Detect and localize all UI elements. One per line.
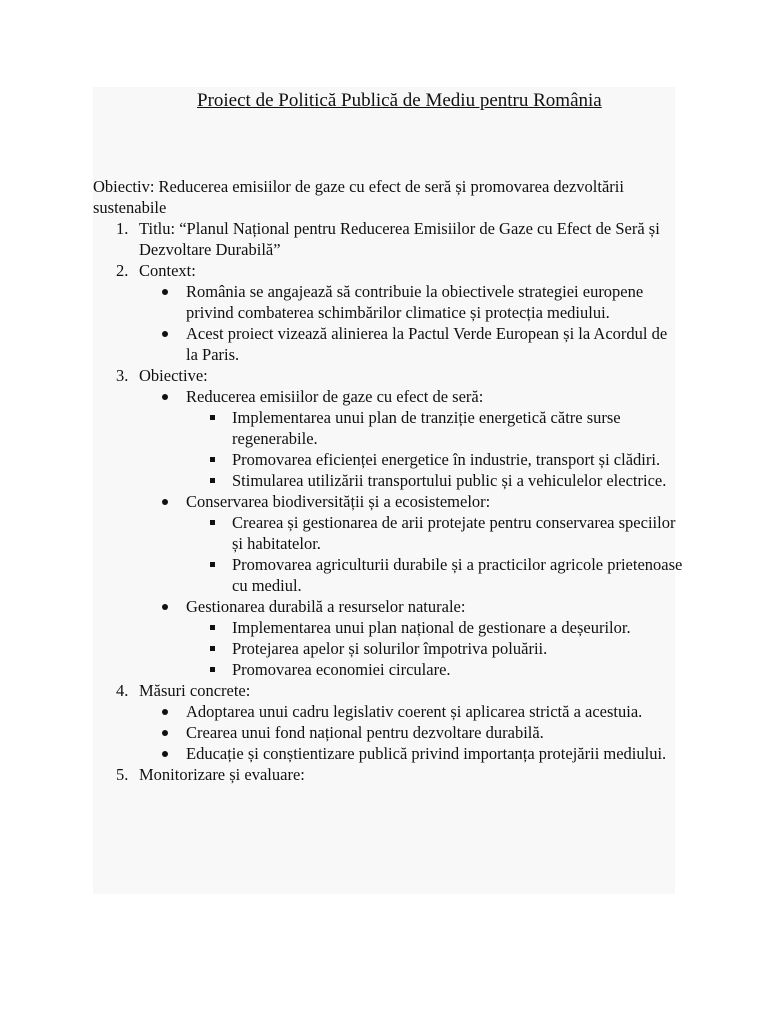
- list-item: [93, 323, 683, 365]
- bullet-icon: [162, 709, 168, 715]
- list-item: [93, 722, 683, 743]
- objective-text: Obiectiv: Reducerea emisiilor de gaze cu efect de seră și promovarea dezvoltării sustenabile: [93, 177, 624, 217]
- square-bullet-icon: [210, 520, 215, 525]
- list-item: [93, 281, 683, 323]
- list-item: [93, 596, 683, 617]
- square-bullet-icon: [210, 562, 215, 567]
- bullet-icon: [162, 394, 168, 400]
- sub-list-item: [93, 449, 683, 470]
- sub-list-item: [93, 659, 683, 680]
- section-1: [93, 218, 683, 260]
- section-heading: Titlu: “Planul Național pentru Reducerea Emisiilor de Gaze cu Efect de Seră și Dezvoltare Durabilă”: [139, 219, 660, 259]
- section-number: 4.: [116, 681, 129, 700]
- sub-list-item: [93, 617, 683, 638]
- bullet-icon: [162, 604, 168, 610]
- bullet-icon: [162, 730, 168, 736]
- list-item-text: Educație și conștientizare publică privind importanța protejării mediului.: [186, 744, 667, 763]
- sub-list-item-text: Implementarea unui plan de tranziție energetică către surse regenerabile.: [232, 408, 621, 448]
- list-item-text: Crearea unui fond național pentru dezvoltare durabilă.: [186, 723, 544, 742]
- section-heading: Obiective:: [139, 366, 208, 385]
- list-item-text: Conservarea biodiversității și a ecosistemelor:: [186, 492, 491, 511]
- sub-list-item: [93, 638, 683, 659]
- bullet-icon: [162, 331, 168, 337]
- sub-list-item: [93, 554, 683, 596]
- list-item-text: Acest proiect vizează alinierea la Pactul Verde European și la Acordul de la Paris.: [186, 324, 668, 364]
- square-bullet-icon: [210, 646, 215, 651]
- section-number: 2.: [116, 261, 129, 280]
- sub-list-item-text: Protejarea apelor și solurilor împotriva poluării.: [232, 639, 548, 658]
- square-bullet-icon: [210, 625, 215, 630]
- list-item-text: Adoptarea unui cadru legislativ coerent și aplicarea strictă a acestuia.: [186, 702, 643, 721]
- sub-list-item-text: Crearea și gestionarea de arii protejate pentru conservarea speciilor și habitatelor.: [232, 513, 676, 553]
- bullet-icon: [162, 751, 168, 757]
- sub-list-item-text: Promovarea eficienței energetice în industrie, transport și clădiri.: [232, 450, 661, 469]
- square-bullet-icon: [210, 457, 215, 462]
- list-item: [93, 386, 683, 407]
- list-item-text: Gestionarea durabilă a resurselor naturale:: [186, 597, 466, 616]
- document-body: [93, 176, 683, 785]
- list-item: [93, 491, 683, 512]
- section-number: 5.: [116, 765, 129, 784]
- sub-list-item: [93, 470, 683, 491]
- list-item-text: Reducerea emisiilor de gaze cu efect de seră:: [186, 387, 484, 406]
- section-3: [93, 365, 683, 386]
- section-number: 1.: [116, 219, 129, 238]
- section-heading: Context:: [139, 261, 196, 280]
- list-item-text: România se angajează să contribuie la obiectivele strategiei europene privind combaterea schimbărilor climatice și protecția mediului.: [186, 282, 644, 322]
- bullet-icon: [162, 499, 168, 505]
- sub-list-item-text: Implementarea unui plan național de gestionare a deșeurilor.: [232, 618, 631, 637]
- section-5: [93, 764, 683, 785]
- section-2: [93, 260, 683, 281]
- sub-list-item: [93, 407, 683, 449]
- sub-list-item-text: Promovarea agriculturii durabile și a practicilor agricole prietenoase cu mediul.: [232, 555, 683, 595]
- square-bullet-icon: [210, 415, 215, 420]
- sub-list-item-text: Stimularea utilizării transportului public și a vehiculelor electrice.: [232, 471, 667, 490]
- bullet-icon: [162, 289, 168, 295]
- document-title: Proiect de Politică Publică de Mediu pentru România: [197, 90, 602, 111]
- sub-list-item: [93, 512, 683, 554]
- square-bullet-icon: [210, 478, 215, 483]
- section-4: [93, 680, 683, 701]
- list-item: [93, 743, 683, 764]
- list-item: [93, 701, 683, 722]
- section-number: 3.: [116, 366, 129, 385]
- section-heading: Monitorizare și evaluare:: [139, 765, 305, 784]
- sub-list-item-text: Promovarea economiei circulare.: [232, 660, 451, 679]
- square-bullet-icon: [210, 667, 215, 672]
- section-heading: Măsuri concrete:: [139, 681, 251, 700]
